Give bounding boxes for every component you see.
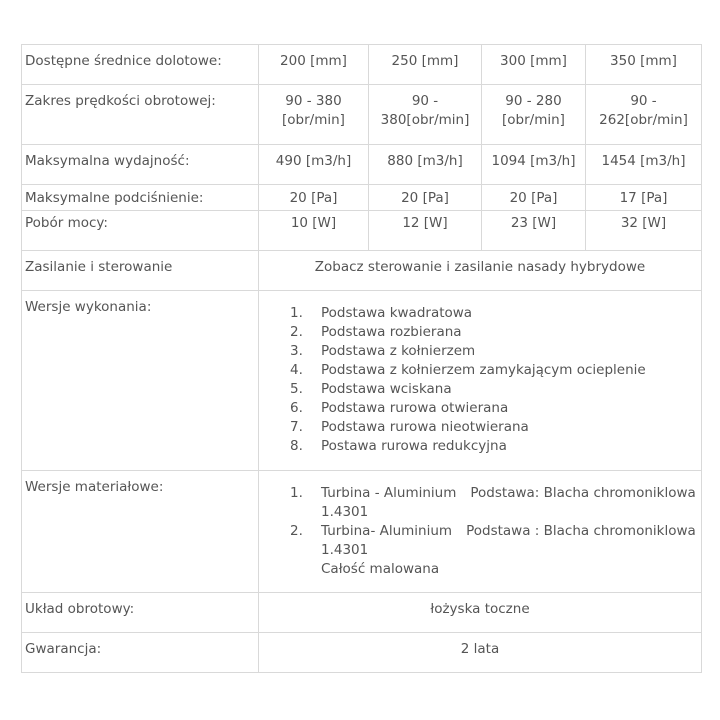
- row-label: Dostępne średnice dolotowe:: [22, 45, 259, 85]
- row-label: Zasilanie i sterowanie: [22, 251, 259, 291]
- list-item: 2. Podstawa rozbierana: [290, 324, 462, 340]
- table-row: [22, 211, 702, 251]
- list-item: 3. Podstawa z kołnierzem: [290, 343, 476, 359]
- cell-value: 17 [Pa]: [586, 185, 702, 211]
- table-row: [22, 633, 702, 673]
- row-label: Wersje wykonania:: [22, 291, 259, 471]
- cell-value: 32 [W]: [586, 211, 702, 251]
- cell-value: 20 [Pa]: [482, 185, 586, 211]
- cell-value: 880 [m3/h]: [369, 145, 482, 185]
- row-label: Pobór mocy:: [22, 211, 259, 251]
- list-item: 4. Podstawa z kołnierzem zamykającym ocieplenie: [290, 362, 646, 378]
- list-item: 8. Postawa rurowa redukcyjna: [290, 438, 507, 454]
- table-row: [22, 471, 702, 593]
- versions-cell: [259, 291, 702, 471]
- list-item: 7. Podstawa rurowa nieotwierana: [290, 419, 529, 435]
- row-label: Maksymalne podciśnienie:: [22, 185, 259, 211]
- row-label: Maksymalna wydajność:: [22, 145, 259, 185]
- list-item: 1. Podstawa kwadratowa: [290, 305, 473, 321]
- cell-value: 200 [mm]: [259, 45, 369, 85]
- table-row: [22, 185, 702, 211]
- cell-value: 1094 [m3/h]: [482, 145, 586, 185]
- table-row: [22, 251, 702, 291]
- versions-list: [263, 304, 697, 456]
- table-row: [22, 593, 702, 633]
- cell-value: 250 [mm]: [369, 45, 482, 85]
- list-item: 6. Podstawa rurowa otwierana: [290, 400, 509, 416]
- specification-table: [21, 44, 702, 673]
- cell-value: 20 [Pa]: [259, 185, 369, 211]
- list-item: 1. Turbina - Aluminium Podstawa: Blacha chromoniklowa 1.4301: [290, 485, 696, 520]
- list-item: 5. Podstawa wciskana: [290, 381, 452, 397]
- cell-value: 10 [W]: [259, 211, 369, 251]
- cell-value: 90 - 262[obr/min]: [586, 85, 702, 145]
- cell-value: 20 [Pa]: [369, 185, 482, 211]
- table-row: [22, 45, 702, 85]
- row-label: Zakres prędkości obrotowej:: [22, 85, 259, 145]
- table-row: [22, 291, 702, 471]
- cell-value: 1454 [m3/h]: [586, 145, 702, 185]
- cell-value: 90 - 380 [obr/min]: [259, 85, 369, 145]
- supply-link-text: Zobacz sterowanie i zasilanie nasady hybrydowe: [259, 251, 702, 291]
- cell-value: 490 [m3/h]: [259, 145, 369, 185]
- materials-list: [263, 484, 697, 579]
- cell-value: 300 [mm]: [482, 45, 586, 85]
- row-label: Gwarancja:: [22, 633, 259, 673]
- cell-value: 350 [mm]: [586, 45, 702, 85]
- cell-value: 23 [W]: [482, 211, 586, 251]
- cell-value: 90 - 380[obr/min]: [369, 85, 482, 145]
- row-label: Układ obrotowy:: [22, 593, 259, 633]
- cell-value: łożyska toczne: [259, 593, 702, 633]
- cell-value: 2 lata: [259, 633, 702, 673]
- cell-value: 90 - 280 [obr/min]: [482, 85, 586, 145]
- table-row: [22, 85, 702, 145]
- cell-value: 12 [W]: [369, 211, 482, 251]
- list-item: 2. Turbina- Aluminium Podstawa : Blacha chromoniklowa 1.4301 Całość malowana: [290, 523, 696, 577]
- row-label: Wersje materiałowe:: [22, 471, 259, 593]
- materials-cell: [259, 471, 702, 593]
- table-row: [22, 145, 702, 185]
